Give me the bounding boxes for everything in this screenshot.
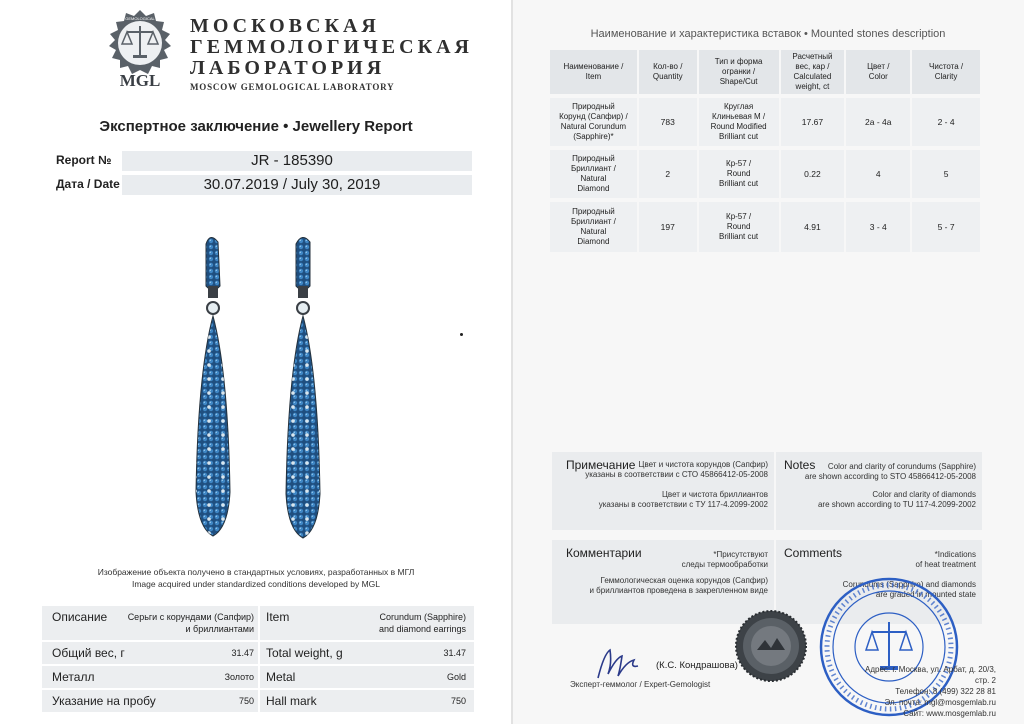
date-value: 30.07.2019 / July 30, 2019 bbox=[203, 176, 381, 193]
stone-weight: 4.91 bbox=[780, 200, 846, 252]
lab-name-line-3: ЛАБОРАТОРИЯ bbox=[190, 57, 386, 79]
property-label-en: Metal bbox=[266, 670, 296, 684]
comments-text-en-1: *Indications of heat treatment bbox=[915, 550, 976, 569]
property-value-ru: Серьги с корундами (Сапфир) и бриллиантами bbox=[127, 612, 254, 634]
property-row bbox=[42, 666, 474, 688]
address-line: Адрес: г. Москва, ул. Арбат, д. 20/3, стр. 2 bbox=[864, 665, 996, 685]
left-earring bbox=[196, 237, 230, 536]
property-divider bbox=[258, 606, 260, 640]
report-number-value: JR - 185390 bbox=[251, 152, 333, 169]
stone-cut: Кр-57 / Round Brilliant cut bbox=[698, 200, 780, 252]
property-label-ru: Общий вес, г bbox=[52, 646, 125, 660]
logo-arc-text: GEMOLOGICAL bbox=[125, 16, 155, 21]
notes-heading-en: Notes bbox=[784, 458, 816, 472]
notes-divider bbox=[774, 452, 776, 530]
address-website: Сайт: www.mosgemlab.ru bbox=[903, 709, 996, 718]
comments-text-ru-1: *Присутствуют следы термообработки bbox=[681, 550, 768, 569]
column-header: Тип и форма огранки / Shape/Cut bbox=[698, 50, 780, 96]
right-earring bbox=[286, 237, 320, 538]
property-row bbox=[42, 690, 474, 712]
address-phone: Телефон: 8 (499) 322 28 81 bbox=[895, 687, 996, 696]
property-value-ru: 31.47 bbox=[231, 648, 254, 658]
property-value-ru: Золото bbox=[224, 672, 254, 682]
property-value-en: Corundum (Sapphire) and diamond earrings bbox=[378, 612, 466, 634]
expert-title: Эксперт-геммолог / Expert-Gemologist bbox=[570, 680, 711, 689]
property-label-ru: Металл bbox=[52, 670, 95, 684]
column-header: Чистота / Clarity bbox=[911, 50, 981, 96]
lab-name-en: MOSCOW GEMOLOGICAL LABORATORY bbox=[190, 82, 395, 92]
lab-name bbox=[190, 16, 473, 79]
stone-color: 4 bbox=[845, 148, 911, 200]
stone-quantity: 783 bbox=[638, 96, 698, 148]
page-fold bbox=[511, 0, 513, 724]
earrings-image bbox=[160, 232, 360, 568]
property-divider bbox=[258, 666, 260, 688]
stone-clarity: 2 - 4 bbox=[911, 96, 981, 148]
speck bbox=[460, 333, 463, 336]
notes-heading-ru: Примечание bbox=[566, 458, 636, 472]
property-label-ru: Указание на пробу bbox=[52, 694, 156, 708]
lab-name-line-2: ГЕММОЛОГИЧЕСКАЯ bbox=[190, 36, 473, 58]
stones-table bbox=[550, 50, 982, 252]
image-caption bbox=[0, 566, 512, 590]
column-header: Наименование / Item bbox=[550, 50, 638, 96]
stone-quantity: 2 bbox=[638, 148, 698, 200]
comments-text-ru-2: Геммологическая оценка корундов (Сапфир) и бриллиантов проведена в закрепленном виде bbox=[589, 576, 768, 595]
stone-clarity: 5 bbox=[911, 148, 981, 200]
notes-text-ru-1: Цвет и чистота корундов (Сапфир) указаны в соответствии с СТО 45866412-05-2008 bbox=[585, 460, 768, 479]
hologram-seal bbox=[735, 610, 807, 682]
image-caption-ru: Изображение объекта получено в стандартных условиях, разработанных в МГЛ bbox=[97, 567, 415, 577]
comments-text-en-2: Corundums (Sapphire) and diamonds are graded in mounted state bbox=[842, 580, 976, 599]
stone-cut: Кр-57 / Round Brilliant cut bbox=[698, 148, 780, 200]
property-row bbox=[42, 642, 474, 664]
notes-text-ru-2: Цвет и чистота бриллиантов указаны в соответствии с ТУ 117-4.2099-2002 bbox=[598, 490, 768, 509]
mgl-logo bbox=[100, 8, 180, 92]
lab-address bbox=[862, 664, 996, 719]
table-row bbox=[550, 96, 981, 148]
stones-header-row bbox=[550, 50, 981, 96]
stone-name: Природный Бриллиант / Natural Diamond bbox=[550, 148, 638, 200]
column-header: Кол-во / Quantity bbox=[638, 50, 698, 96]
property-value-en: 31.47 bbox=[443, 648, 466, 658]
property-value-en: 750 bbox=[450, 696, 466, 706]
comments-heading-ru: Комментарии bbox=[566, 546, 642, 560]
stone-name: Природный Корунд (Сапфир) / Natural Corundum (Sapphire)* bbox=[550, 96, 638, 148]
signature-image bbox=[594, 644, 642, 684]
stone-weight: 0.22 bbox=[780, 148, 846, 200]
logo-abbr: MGL bbox=[119, 71, 161, 90]
property-value-ru: 750 bbox=[238, 696, 254, 706]
expert-name: (К.С. Кондрашова) bbox=[656, 660, 738, 671]
column-header: Цвет / Color bbox=[845, 50, 911, 96]
property-label-en: Total weight, g bbox=[266, 646, 343, 660]
stone-clarity: 5 - 7 bbox=[911, 200, 981, 252]
property-label-ru: Описание bbox=[52, 610, 108, 624]
notes-text-en-2: Color and clarity of diamonds are shown according to TU 117-4.2099-2002 bbox=[817, 490, 976, 509]
comments-heading-en: Comments bbox=[784, 546, 843, 560]
property-label-en: Hall mark bbox=[266, 694, 317, 708]
report-title: Экспертное заключение • Jewellery Report bbox=[99, 118, 413, 135]
property-divider bbox=[258, 642, 260, 664]
stone-color: 3 - 4 bbox=[845, 200, 911, 252]
report-number-label: Report № bbox=[56, 153, 112, 167]
property-divider bbox=[258, 690, 260, 712]
date-label: Дата / Date bbox=[56, 177, 120, 191]
table-row bbox=[550, 200, 981, 252]
column-header: Расчетный вес, кар / Calculated weight, ct bbox=[780, 50, 846, 96]
notes-text-en-1: Color and clarity of corundums (Sapphire) are shown according to STO 45866412-05-2008 bbox=[804, 462, 976, 481]
address-email: Эл. почта: mgl@mosgemlab.ru bbox=[884, 698, 996, 707]
stone-weight: 17.67 bbox=[780, 96, 846, 148]
stone-color: 2а - 4а bbox=[845, 96, 911, 148]
stones-title: Наименование и характеристика вставок • Mounted stones description bbox=[590, 28, 946, 40]
property-label-en: Item bbox=[266, 610, 290, 624]
properties-table bbox=[42, 606, 474, 714]
property-value-en: Gold bbox=[446, 672, 466, 682]
lab-name-line-1: МОСКОВСКАЯ bbox=[190, 15, 380, 37]
notes-box bbox=[552, 452, 982, 530]
image-caption-en: Image acquired under standardized conditions developed by MGL bbox=[131, 579, 381, 589]
stone-cut: Круглая Клиньевая М / Round Modified Brilliant cut bbox=[698, 96, 780, 148]
property-row bbox=[42, 606, 474, 640]
stone-name: Природный Бриллиант / Natural Diamond bbox=[550, 200, 638, 252]
table-row bbox=[550, 148, 981, 200]
stone-quantity: 197 bbox=[638, 200, 698, 252]
